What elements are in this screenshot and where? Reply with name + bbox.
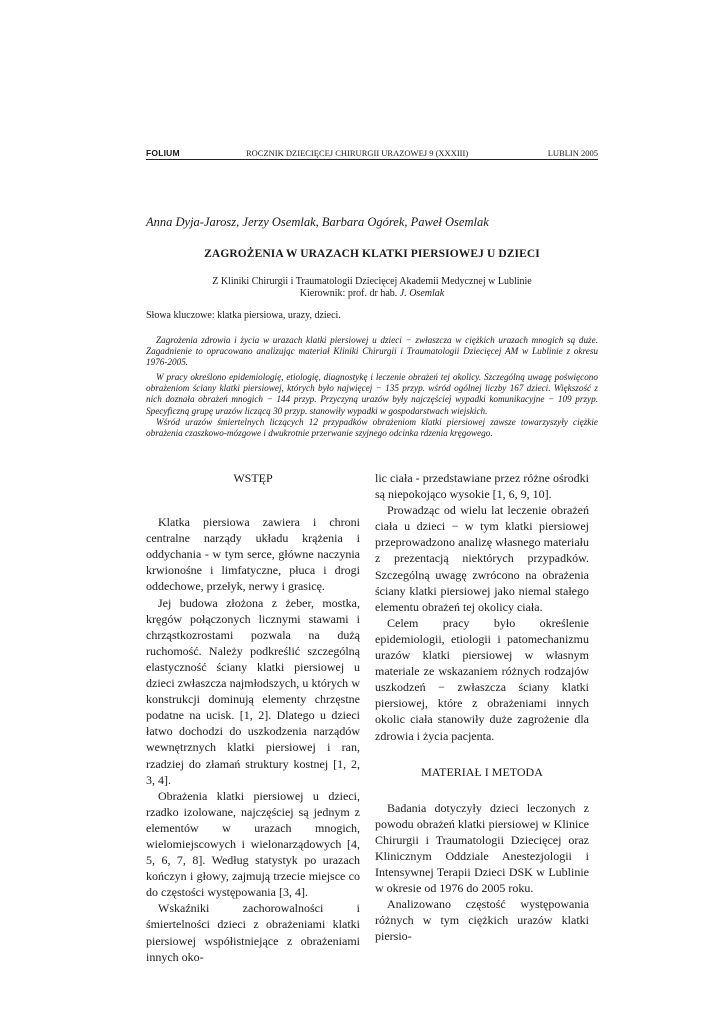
header-rule bbox=[146, 159, 598, 160]
section-heading-introduction: WSTĘP bbox=[233, 471, 273, 485]
body-paragraph: Klatka piersiowa zawiera i chroni centralne narządy układu krążenia i oddychania - w tym serce, główne naczynia krwionośne i limfatyczne, płuca i drogi oddechowe, przełyk, nerwy i grasicę. bbox=[146, 515, 360, 594]
abstract-paragraph: Wśród urazów śmiertelnych liczących 12 przypadków obrażeniom klatki piersiowej zawsze towarzyszyły ciężkie obrażenia czaszkowo-mózgowe i dwukrotnie przerwanie szyjnego odcinka rdzenia kręgowego. bbox=[146, 416, 598, 438]
body-paragraph: Analizowano częstość występowania różnych w tym ciężkich urazów klatki piersio- bbox=[375, 897, 589, 944]
section-heading-methods: MATERIAŁ I METODA bbox=[421, 764, 543, 779]
body-paragraph: Celem pracy było określenie epidemiologii, etiologii i patomechanizmu urazów klatki piersiowej w własnym materiale ze wskazaniem różnych rodzajów uszkodzeń − zwłaszcza ściany klatki piersiowej, które z obrażeniami innych okolic ciała stanowiły duże zagrożenie dla zdrowia i życia pacjenta. bbox=[375, 615, 589, 743]
right-column bbox=[375, 470, 589, 945]
head-prefix: Kierownik: prof. dr hab. bbox=[299, 288, 400, 299]
body-paragraph: Jej budowa złożona z żeber, mostka, kręgów połączonych licznymi stawami i chrząstkozrostami pozwala na dużą ruchomość. Należy podkreślić szczególną elastyczność ściany klatki piersiowej u dzieci zwłaszcza najmłodszych, u których w konstrukcji dominują elementy chrzęstne podatne na ucisk. [1, 2]. Dlatego u dzieci łatwo dochodzi do uszkodzenia narządów wewnętrznych klatki piersiowej i ran, rzadziej do złamań struktury kostnej [1, 2, 3, 4]. bbox=[146, 595, 360, 787]
authors: Anna Dyja-Jarosz, Jerzy Osemlak, Barbara Ogórek, Paweł Osemlak bbox=[146, 215, 489, 229]
affiliation-line: Z Kliniki Chirurgii i Traumatologii Dziecięcej Akademii Medycznej w Lublinie bbox=[212, 276, 532, 287]
abstract bbox=[146, 335, 598, 439]
place-year: LUBLIN 2005 bbox=[547, 148, 598, 158]
head-of-clinic bbox=[146, 288, 598, 300]
body-paragraph: Badania dotyczyły dzieci leczonych z powodu obrażeń klatki piersiowej w Klinice Chirurgii i Traumatologii Dziecięcej oraz Klinicznym Oddziale Anestezjologii i Intensywnej Terapii Dzieci DSK w Lublinie w okresie od 1976 do 2005 roku. bbox=[375, 800, 589, 896]
abstract-paragraph: Zagrożenia zdrowia i życia w urazach klatki piersiowej u dzieci − zwłaszcza w ciężkich urazach mnogich są duże. Zagadnienie to opracowano analizując materiał Kliniki Chirurgii i Traumatologii Dziecięcej AM w Lublinie z okresu 1976-2005. bbox=[146, 335, 598, 368]
abstract-paragraph: W pracy określono epidemiologię, etiologię, diagnostykę i leczenie obrażeń tej okolicy. Szczególną uwagę poświęcono obrażeniom ściany klatki piersiowej, których było najwięcej − 135 przyp. wśród ogólnej liczby 167 dzieci. Większość z nich doznała obrażeń mnogich − 144 przyp. Przyczyną urazów były najczęściej wypadki komunikacyjne − 109 przyp. Specyficzną grupę urazów liczącą 30 przyp. stanowiły wypadki w gospodarstwach wiejskich. bbox=[146, 372, 598, 416]
series-label: FOLIUM bbox=[146, 148, 180, 158]
article-title: ZAGROŻENIA W URAZACH KLATKI PIERSIOWEJ U DZIECI bbox=[204, 248, 540, 260]
body-paragraph: Obrażenia klatki piersiowej u dzieci, rzadko izolowane, najczęściej są jednym z elementów w urazach mnogich, wielomiejscowych i wielonarządowych [4, 5, 6, 7, 8]. Według statystyk po urazach kończyn i głowy, zajmują trzecie miejsce co do częstości występowania [3, 4]. bbox=[146, 788, 360, 900]
head-name: J. Osemlak bbox=[399, 288, 445, 299]
keywords: Słowa kluczowe: klatka piersiowa, urazy, dzieci. bbox=[146, 310, 341, 321]
body-paragraph: Wskaźniki zachorowalności i śmiertelności dzieci z obrażeniami klatki piersiowej współistniejące z obrażeniami innych oko- bbox=[146, 901, 360, 964]
body-paragraph-continued: lic ciała - przedstawiane przez różne ośrodki są niepokojąco wysokie [1, 6, 9, 10]. bbox=[375, 471, 589, 502]
body-paragraph: Prowadząc od wielu lat leczenie obrażeń ciała u dzieci − w tym klatki piersiowej przeprowadzono analizę własnego materiału z prezentacją niektórych przypadków. Szczególną uwagę zwrócono na obrażenia ściany klatki piersiowej jako niemal stałego elementu obrażeń tej okolicy ciała. bbox=[375, 503, 589, 614]
affiliation bbox=[146, 276, 598, 300]
journal-title: ROCZNIK DZIECIĘCEJ CHIRURGII URAZOWEJ 9 (XXXIII) bbox=[246, 148, 469, 158]
running-header bbox=[146, 148, 598, 160]
left-column bbox=[146, 470, 360, 965]
